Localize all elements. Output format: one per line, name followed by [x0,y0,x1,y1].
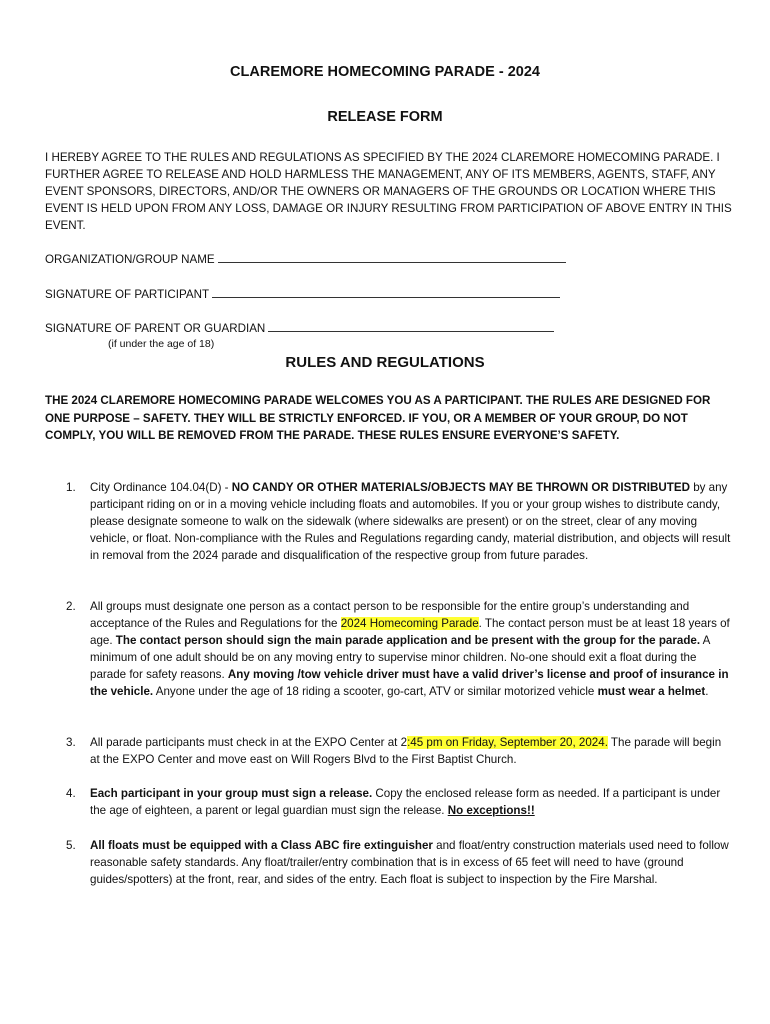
rule-text: City Ordinance 104.04(D) - NO CANDY OR OTHER MATERIALS/OBJECTS MAY BE THROWN OR DISTRIBUTED by any participant riding on or in a moving vehicle including floats and automobiles. If you or your group wishes to distribute candy, please designate someone to walk on the sidewalk (where sidewalks are present) or on the street, clear of any moving vehicle, or float. Non-compliance with the Rules and Regulations regarding candy, material distribution, and objects will result in removal from the 2024 parade and disqualification of the respective group from future parades. [90,481,731,562]
parent-signature-label: SIGNATURE OF PARENT OR GUARDIAN [45,322,266,335]
rules-heading: RULES AND REGULATIONS [285,354,485,371]
rule-item [66,598,736,700]
rule-number: 4. [66,787,76,800]
rule-text: All parade participants must check in at the EXPO Center at 2:45 pm on Friday, September 20, 2024. The parade will begin at the EXPO Center and move east on Will Rogers Blvd to the First Baptist Church. [90,736,722,766]
org-name-line[interactable] [218,252,566,263]
rule-text: Each participant in your group must sign a release. Copy the enclosed release form as needed. If a participant is under the age of eighteen, a parent or legal guardian must sign the release. No exceptions!! [90,787,721,817]
participant-signature-field[interactable] [45,287,560,302]
rule-number: 5. [66,839,76,852]
no-exceptions-text: No exceptions!! [447,804,535,817]
rule-text: All floats must be equipped with a Class ABC fire extinguisher and float/entry construction materials used need to follow reasonable safety standards. Any float/trailer/entry combination that is in excess of 65 feet will need to have (ground guides/spotters) at the front, rear, and sides of the entry. Each float is subject to inspection by the Fire Marshal. [90,839,729,886]
rule-item [66,479,736,564]
rule-text: All groups must designate one person as a contact person to be responsible for the entire group’s understanding and acceptance of the Rules and Regulations for the 2024 Homecoming Parade. The contact person must be at least 18 years of age. The contact person should sign the main parade application and be present with the group for the parade. A minimum of one adult should be on any moving entry to supervise minor children. No-one should exit a float during the parade for safety reasons. Any moving /tow vehicle driver must have a valid driver’s license and proof of insurance in the vehicle. Anyone under the age of 18 riding a scooter, go-cart, ATV or similar motorized vehicle must wear a helmet. [90,600,730,698]
rule-number: 1. [66,481,76,494]
rule-number: 2. [66,600,76,613]
participant-signature-label: SIGNATURE OF PARTICIPANT [45,288,210,301]
rule-number: 3. [66,736,76,749]
document-subtitle: RELEASE FORM [327,109,443,125]
org-name-label: ORGANIZATION/GROUP NAME [45,253,215,266]
org-name-field[interactable] [45,252,566,267]
document-title: CLAREMORE HOMECOMING PARADE - 2024 [230,64,540,80]
participant-signature-line[interactable] [212,287,560,298]
parent-age-note: (if under the age of 18) [108,338,215,350]
highlighted-text: :45 pm on Friday, September 20, 2024. [407,736,608,749]
rule-item [66,837,736,888]
release-paragraph: I HEREBY AGREE TO THE RULES AND REGULATIONS AS SPECIFIED BY THE 2024 CLAREMORE HOMECOMING PARADE. I FURTHER AGREE TO RELEASE AND HOLD HARMLESS THE MANAGEMENT, ANY OF ITS MEMBERS, AGENTS, STAFF, ANY EVENT SPONSORS, DIRECTORS, AND/OR THE OWNERS OR MANAGERS OF THE GROUNDS OR LOCATION WHERE THIS EVENT IS HELD UPON FROM ANY LOSS, DAMAGE OR INJURY RESULTING FROM PARTICIPATION OF ABOVE ENTRY IN THIS EVENT. [45,151,732,232]
highlighted-text: 2024 Homecoming Parade [340,617,479,630]
parent-signature-line[interactable] [268,321,554,332]
rule-item [66,734,736,768]
parent-signature-field[interactable] [45,321,554,336]
rule-item [66,785,736,819]
rules-intro: THE 2024 CLAREMORE HOMECOMING PARADE WELCOMES YOU AS A PARTICIPANT. THE RULES ARE DESIGNED FOR ONE PURPOSE – SAFETY. THEY WILL BE STRICTLY ENFORCED. IF YOU, OR A MEMBER OF YOUR GROUP, DO NOT COMPLY, YOU WILL BE REMOVED FROM THE PARADE. THESE RULES ENSURE EVERYONE’S SAFETY. [45,394,711,442]
